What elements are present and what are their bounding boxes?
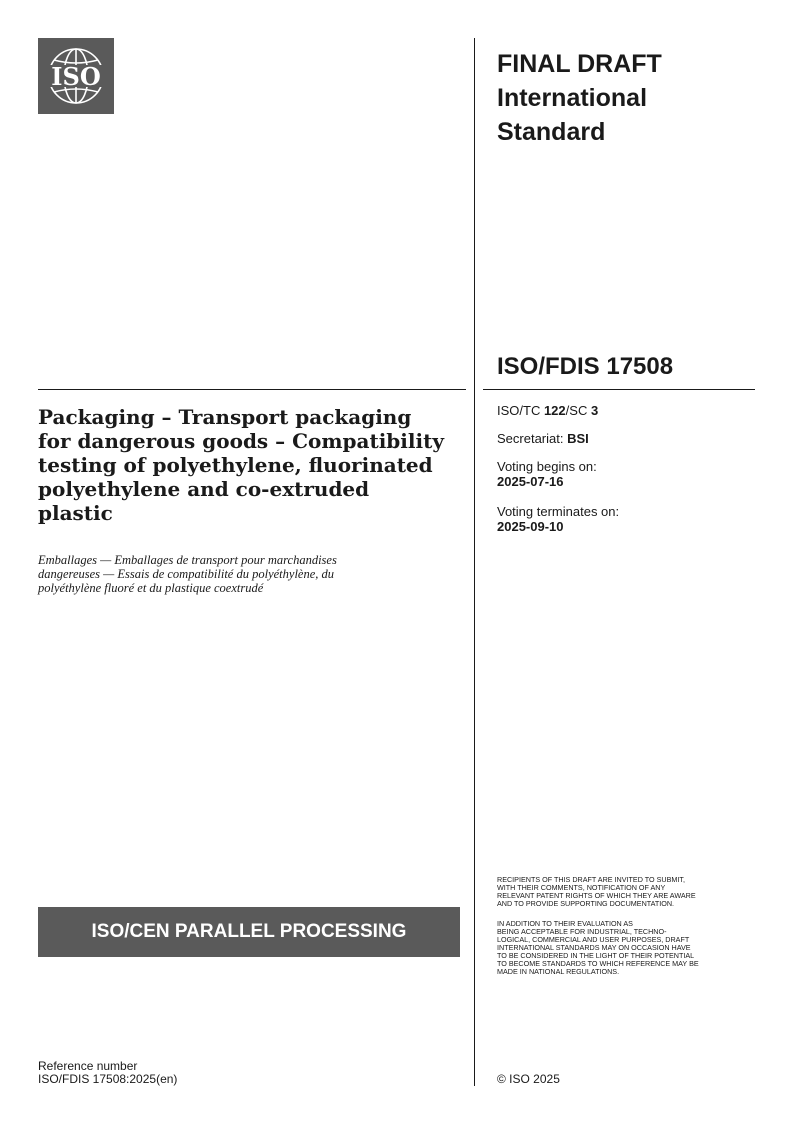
title-line: plastic [38,501,113,525]
title-line: Packaging – Transport packaging [38,405,412,429]
title-line: polyethylene and co-extruded [38,477,370,501]
title-french [38,553,458,595]
title-line: for dangerous goods – Compatibility [38,429,444,453]
secretariat-value: BSI [567,431,589,446]
notice-line: WITH THEIR COMMENTS, NOTIFICATION OF ANY [497,883,666,892]
voting-terminates-label: Voting terminates on: [497,504,620,519]
secretariat [497,431,589,446]
iso-globe-logo-icon [38,38,114,114]
document-identifier: ISO/FDIS 17508 [497,353,674,380]
vertical-divider [474,38,475,1086]
title-fr-line: polyéthylène fluoré et du plastique coextrudé [38,581,264,595]
stage-line: International [497,84,648,112]
copyright-notice: © ISO 2025 [497,1072,560,1086]
technical-committee [497,403,598,418]
notice-line: LOGICAL, COMMERCIAL AND USER PURPOSES, DRAFT [497,935,690,944]
voting-begins-date: 2025-07-16 [497,474,564,489]
iso-logo-text: ISO [51,62,101,91]
notice-line: RECIPIENTS OF THIS DRAFT ARE INVITED TO SUBMIT, [497,875,685,884]
notice-line: INTERNATIONAL STANDARDS MAY ON OCCASION HAVE [497,943,691,952]
stage-line: Standard [497,118,606,146]
title-english [38,405,458,525]
horizontal-divider-right [483,389,755,390]
title-fr-line: dangereuses — Essais de compatibilité du polyéthylène, du [38,567,335,581]
voting-terminates-date: 2025-09-10 [497,519,564,534]
sc-number: 3 [590,403,599,418]
title-line: testing of polyethylene, fluorinated [38,453,433,477]
sc-separator: /SC [565,403,591,418]
notice-line: BEING ACCEPTABLE FOR INDUSTRIAL, TECHNO- [497,927,667,936]
voting-terminates [497,504,619,534]
voting-begins-label: Voting begins on: [497,459,597,474]
parallel-processing-banner: ISO/CEN PARALLEL PROCESSING [38,907,460,957]
stage-line: FINAL DRAFT [497,50,662,78]
notice-line: MADE IN NATIONAL REGULATIONS. [497,967,620,976]
document-stage-title [497,47,757,149]
notice-line: IN ADDITION TO THEIR EVALUATION AS [497,919,633,928]
notice-line: TO BECOME STANDARDS TO WHICH REFERENCE MAY BE [497,959,699,968]
voting-begins [497,459,597,489]
draft-notice [497,872,752,980]
secretariat-label: Secretariat: [497,431,568,446]
horizontal-divider-left [38,389,466,390]
tc-prefix: ISO/TC [497,403,544,418]
notice-line: AND TO PROVIDE SUPPORTING DOCUMENTATION. [497,899,675,908]
tc-number: 122 [543,403,566,418]
reference-number: ISO/FDIS 17508:2025(en) [38,1072,178,1086]
reference-number-label: Reference number [38,1059,138,1073]
notice-line: TO BE CONSIDERED IN THE LIGHT OF THEIR POTENTIAL [497,951,695,960]
iso-logo [38,38,114,114]
title-fr-line: Emballages — Emballages de transport pour marchandises [38,553,337,567]
notice-line: RELEVANT PATENT RIGHTS OF WHICH THEY ARE AWARE [497,891,696,900]
